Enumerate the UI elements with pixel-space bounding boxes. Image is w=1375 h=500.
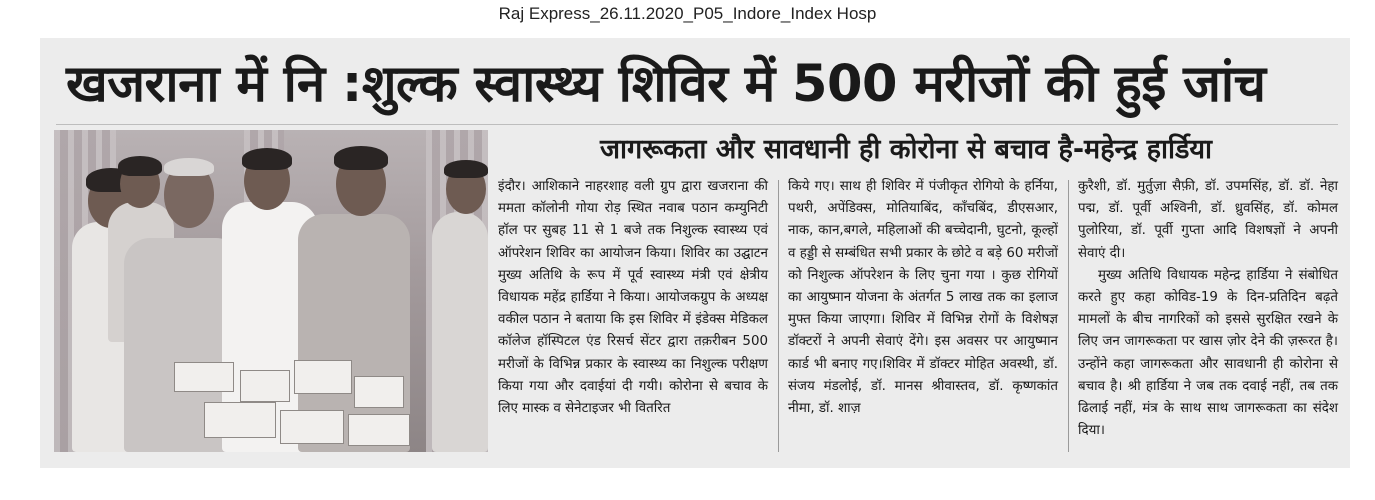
article-column-3-paragraph-1: कुरैशी, डॉ. मुर्तुज़ा सैफ़ी, डॉ. उपमसिंह, डॉ. डॉ. नेहा पद्म, डॉ. पूर्वी अश्विनी, डॉ. ध्रुवसिंह, डॉ. कोमल पुलोरिया, डॉ. पूर्वी गुप्ता आदि विशषज्ञों ने अपनी सेवाएं दी। xyxy=(1078,179,1338,261)
clipping-source-caption: Raj Express_26.11.2020_P05_Indore_Index Hosp xyxy=(498,4,877,23)
medicine-box xyxy=(240,370,290,402)
article-column-3 xyxy=(1078,176,1338,442)
medicine-box xyxy=(294,360,352,394)
column-divider xyxy=(1068,180,1069,452)
headline-divider xyxy=(56,124,1338,125)
article-column-1: इंदौर। आशिकाने नाहरशाह वली ग्रुप द्वारा खजराना की ममता कॉलोनी गोया रोड़ स्थित नवाब पठान कम्युनिटी हॉल पर सुबह 11 से 1 बजे तक निशुल्क स्वास्थ्य एवं ऑपरेशन शिविर का आयोजन किया। शिविर का उद्घाटन मुख्य अतिथि के रूप में पूर्व स्वास्थ्य मंत्री एवं क्षेत्रीय विधायक महेंद्र हार्डिया ने किया। आयोजकग्रुप के अध्यक्ष वकील पठान ने बताया कि इस शिविर में इंडेक्स मेडिकल कॉलेज हॉस्पिटल एंड रिसर्च सेंटर द्वारा तक़रीबन 500 मरीजों के विभिन्न प्रकार के स्वास्थ्य का निशुल्क परीक्षण किया गया और दवाईयां दी गयी। कोरोना से बचाव के लिए मास्क व सेनेटाइजर भी वितरित xyxy=(498,179,768,417)
article-photo xyxy=(54,130,488,452)
article-subheadline: जागरूकता और सावधानी ही कोरोना से बचाव है-महेन्द्र हार्डिया xyxy=(600,134,1213,165)
article-column-3-paragraph-2: मुख्य अतिथि विधायक महेन्द्र हार्डिया ने संबोधित करते हुए कहा कोविड-19 के दिन-प्रतिदिन बढ़ते मामलों के बीच नागरिकों को इससे सुरक्षित रखने के लिए जन जागरूकता पर खास ज़ोर देने की ज़रूरत है। उन्होंने कहा जागरूकता और सावधानी ही कोरोना से बचाव है। श्री हार्डिया ने जब तक दवाई नहीं, तब तक ढिलाई नहीं, मंत्र के साथ साथ जागरूकता का संदेश दिया। xyxy=(1078,267,1338,439)
medicine-box xyxy=(280,410,344,444)
medicine-box xyxy=(204,402,276,438)
medicine-box xyxy=(354,376,404,408)
column-divider xyxy=(778,180,779,452)
medicine-box xyxy=(174,362,234,392)
medicine-box xyxy=(348,414,410,446)
article-column-2: किये गए। साथ ही शिविर में पंजीकृत रोगियो के हर्निया, पथरी, अपेंडिक्स, मोतियाबिंद, काँचबिंद, डीएसआर, नाक, कान,बगले, महिलाओं की बच्चेदानी, घुटनो, कूल्हों व हड्डी से सम्बंधित सभी प्रकार के छोटे व बड़े 60 मरीजों को निशुल्क ऑपरेशन के लिए चुना गया । कुछ रोगियों का आयुष्मान योजना के अंतर्गत 5 लाख तक का इलाज मुफ्त किया जाएगा। शिविर में विभिन्न रोगों के विशेषज्ञ डॉक्टरों ने अपनी सेवाएं देंगे। इस अवसर पर आयुष्मान कार्ड भी बनाए गए।शिविर में डॉक्टर मोहित अवस्थी, डॉ. संजय मंडलोई, डॉ. मानस श्रीवास्तव, डॉ. कृष्णकांत नीमा, डॉ. शाज़ xyxy=(788,179,1058,417)
article-headline: खजराना में नि :शुल्क स्वास्थ्य शिविर में 500 मरीजों की हुई जांच xyxy=(66,55,1266,114)
